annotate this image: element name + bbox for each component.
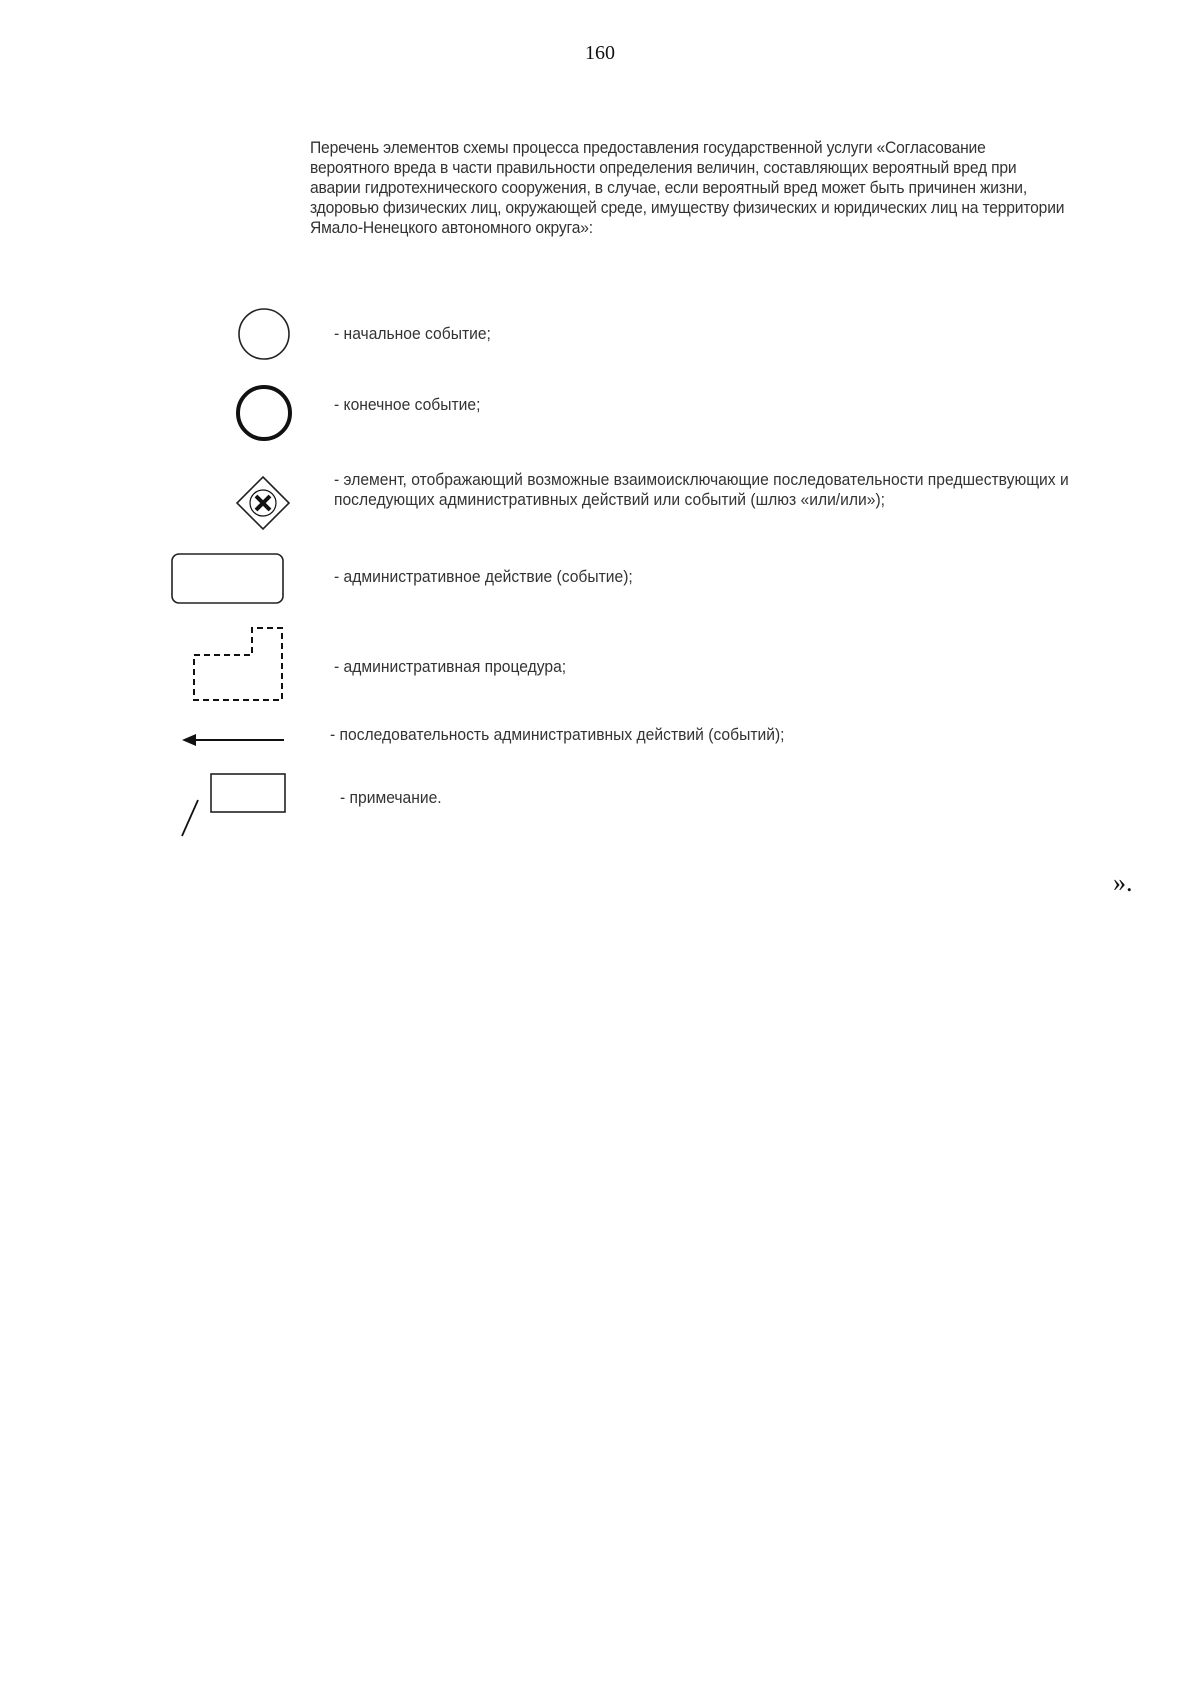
intro-paragraph: Перечень элементов схемы процесса предоставления государственной услуги «Согласование вероятного вреда в части правильности определения величин, составляющих вероятный вред при аварии гидротехнического сооружения, в случае, если вероятный вред может быть причинен жизни, здоровью физических лиц, окружающей среде, имуществу физических и юридических лиц на территории Ямало-Ненецкого автономного округа»: [310, 138, 1065, 237]
page-number: 160 [585, 42, 615, 64]
closing-quote: ». [1113, 868, 1133, 897]
legend-start-event: - начальное событие; [334, 324, 491, 343]
start-event-icon [236, 306, 292, 362]
sequence-arrow-icon [180, 730, 286, 750]
action-box-icon [170, 552, 286, 606]
legend-end-event: - конечное событие; [334, 395, 481, 414]
procedure-icon [190, 624, 286, 704]
legend-procedure: - административная процедура; [334, 657, 567, 676]
legend-sequence: - последовательность административных действий (событий); [330, 725, 785, 744]
legend-note: - примечание. [340, 788, 442, 807]
note-icon [176, 772, 288, 840]
legend-gateway: - элемент, отображающий возможные взаимоисключающие последовательности предшествующих и последующих административных действий или событий (шлюз «или/или»); [334, 470, 1069, 509]
end-event-icon [234, 383, 294, 443]
gateway-icon [234, 474, 292, 532]
legend-action: - административное действие (событие); [334, 567, 633, 586]
